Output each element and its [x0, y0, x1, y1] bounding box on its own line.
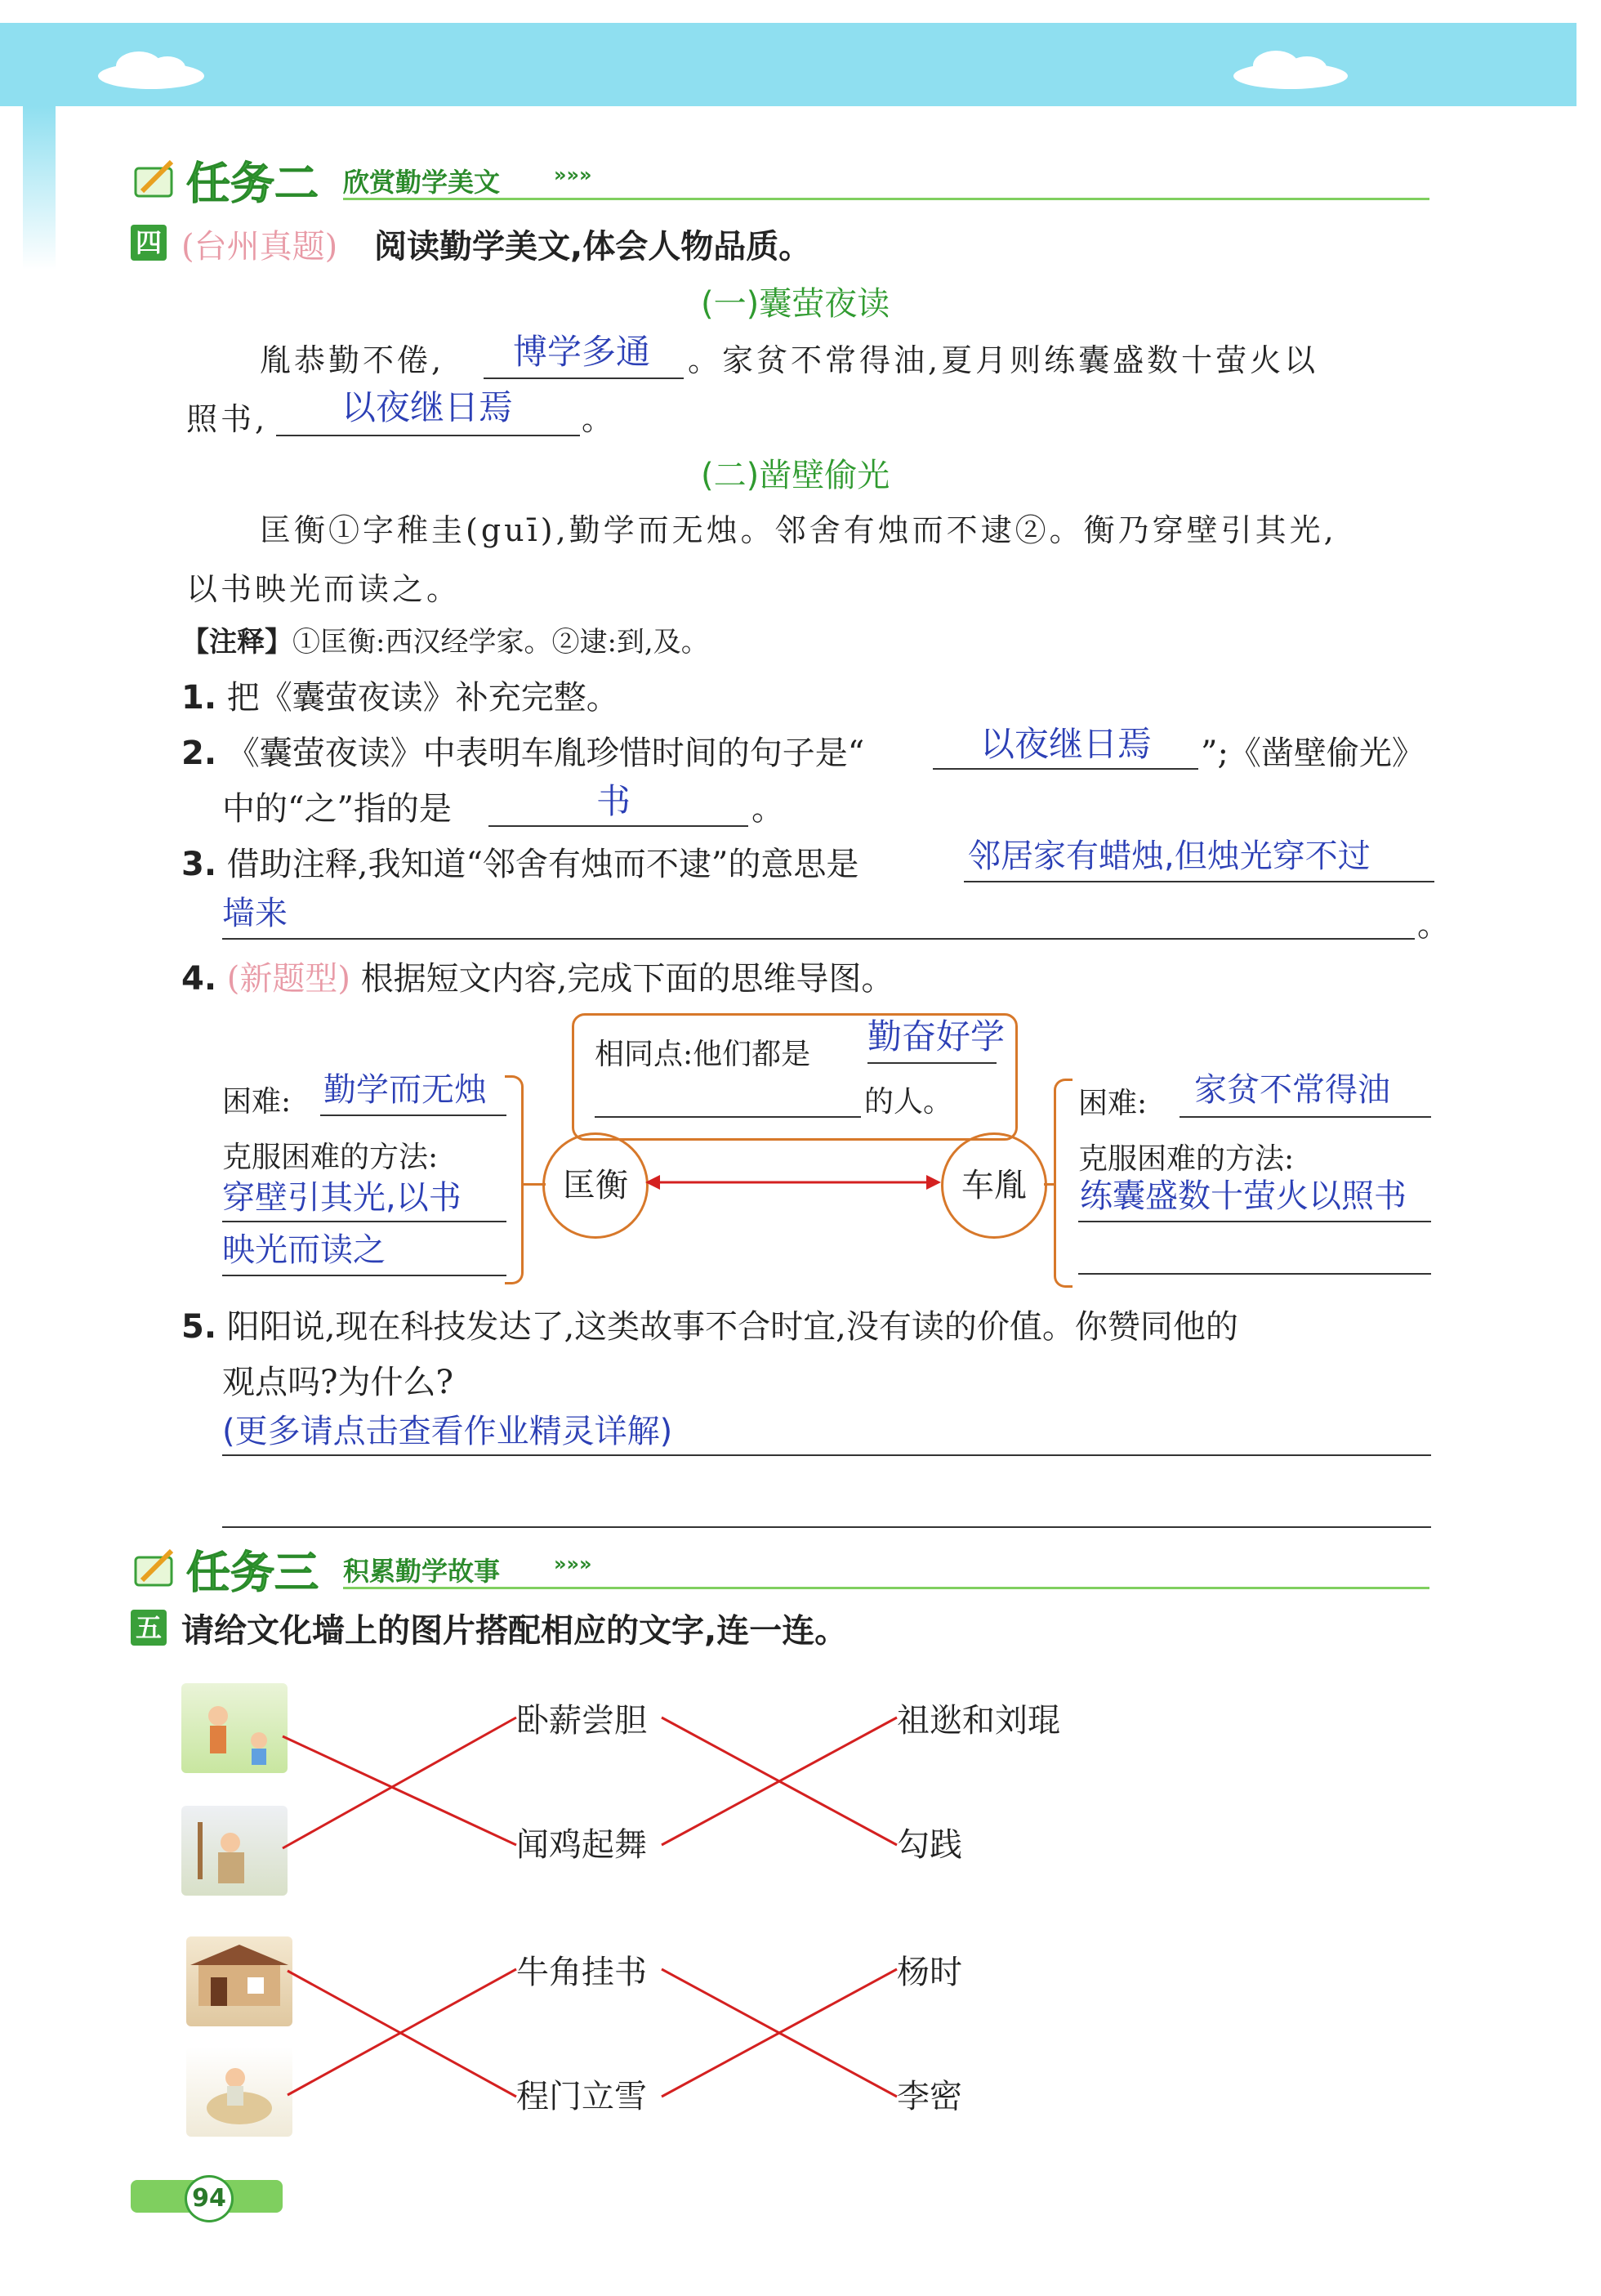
left-method-answer: 映光而读之 [222, 1231, 386, 1269]
method-label: 克服困难的方法: [1078, 1142, 1295, 1176]
question-text: 阳阳说,现在科技发达了,这类故事不合时宜,没有读的价值。你赞同他的 [226, 1308, 1238, 1346]
source-tag: (台州真题) [181, 228, 338, 266]
cheyin-node: 车胤 [941, 1132, 1047, 1239]
story1-text: 照书, [186, 401, 269, 437]
blank1-answer: 博学多通 [513, 332, 651, 372]
match-person[interactable]: 李密 [897, 2078, 962, 2115]
task2-subtitle: 欣赏勤学美文 [343, 167, 501, 198]
question-text: 。 [751, 790, 784, 828]
match-word[interactable]: 牛角挂书 [516, 1954, 647, 1991]
difficulty-label: 困难: [222, 1085, 292, 1119]
match-word[interactable]: 闻鸡起舞 [516, 1826, 647, 1864]
page-number: 94 [185, 2175, 234, 2222]
section-badge: 五 [131, 1610, 167, 1646]
task3-arrows: »»» [554, 1552, 592, 1575]
question-text: 中的“之”指的是 [222, 790, 452, 828]
blank2-answer: 以夜继日焉 [341, 387, 514, 427]
right-difficulty-answer: 家贫不常得油 [1194, 1071, 1390, 1109]
question-number: 5. [181, 1308, 217, 1346]
question-number: 2. [181, 735, 217, 772]
match-person[interactable]: 祖逖和刘琨 [897, 1702, 1060, 1740]
match-word[interactable]: 程门立雪 [516, 2078, 647, 2115]
question-text: 《囊萤夜读》中表明车胤珍惜时间的句子是“ [226, 735, 865, 772]
q2-answer-2: 书 [596, 781, 631, 821]
story1-text: 胤恭勤不倦, [260, 342, 445, 378]
method-label: 克服困难的方法: [222, 1141, 439, 1174]
question-text: 把《囊萤夜读》补充完整。 [226, 679, 619, 717]
task3-title: 任务三 [186, 1547, 319, 1598]
question-text: ”;《凿壁偷光》 [1201, 735, 1425, 772]
match-word[interactable]: 卧薪尝胆 [516, 1702, 647, 1740]
notes-label: 【注释】 [181, 626, 292, 659]
story2-heading: (二)凿壁偷光 [701, 457, 890, 494]
question-text: 。 [1417, 906, 1450, 944]
question-text: 根据短文内容,完成下面的思维导图。 [360, 960, 894, 998]
question-number: 3. [181, 846, 217, 883]
common-end: 的人。 [864, 1085, 953, 1119]
left-method-answer: 穿壁引其光,以书 [222, 1179, 462, 1217]
section-instruction: 请给文化墙上的图片搭配相应的文字,连一连。 [181, 1612, 848, 1650]
common-answer: 勤奋好学 [867, 1016, 1006, 1056]
task3-subtitle: 积累勤学故事 [343, 1556, 501, 1587]
left-difficulty-answer: 勤学而无烛 [323, 1071, 487, 1109]
kuangheng-node: 匡衡 [542, 1132, 649, 1239]
task2-arrows: »»» [554, 163, 592, 186]
match-line [288, 1969, 516, 2095]
story1-text: 。 [582, 401, 617, 437]
match-person[interactable]: 杨时 [897, 1954, 962, 1991]
question-number: 1. [181, 679, 217, 717]
question-text: 观点吗?为什么? [222, 1364, 453, 1401]
q5-answer: (更多请点击查看作业精灵详解) [222, 1413, 673, 1450]
question-tag: (新题型) [226, 960, 350, 998]
task2-title: 任务二 [186, 158, 319, 209]
common-label: 相同点:他们都是 [595, 1038, 811, 1071]
section-instruction: 阅读勤学美文,体会人物品质。 [374, 228, 812, 266]
story1-text: 。家贫不常得油,夏月则练囊盛数十萤火以 [688, 342, 1319, 378]
difficulty-label: 困难: [1078, 1087, 1148, 1120]
notes-text: ①匡衡:西汉经学家。②逮:到,及。 [292, 626, 709, 659]
match-person[interactable]: 勾践 [897, 1826, 962, 1864]
story2-text: 匡衡①字稚圭(guī),勤学而无烛。邻舍有烛而不逮②。衡乃穿壁引其光, [260, 512, 1337, 548]
question-text: 借助注释,我知道“邻舍有烛而不逮”的意思是 [226, 846, 859, 883]
q3-answer-1: 邻居家有蜡烛,但烛光穿不过 [968, 838, 1371, 875]
q3-answer-2: 墙来 [222, 895, 288, 932]
story1-heading: (一)囊萤夜读 [701, 285, 890, 323]
question-number: 4. [181, 960, 217, 998]
q2-answer-1: 以夜继日焉 [980, 724, 1153, 764]
story2-text: 以书映光而读之。 [186, 571, 462, 607]
right-method-answer: 练囊盛数十萤火以照书 [1080, 1177, 1407, 1215]
match-line [288, 1971, 516, 2097]
section-badge: 四 [131, 225, 167, 261]
